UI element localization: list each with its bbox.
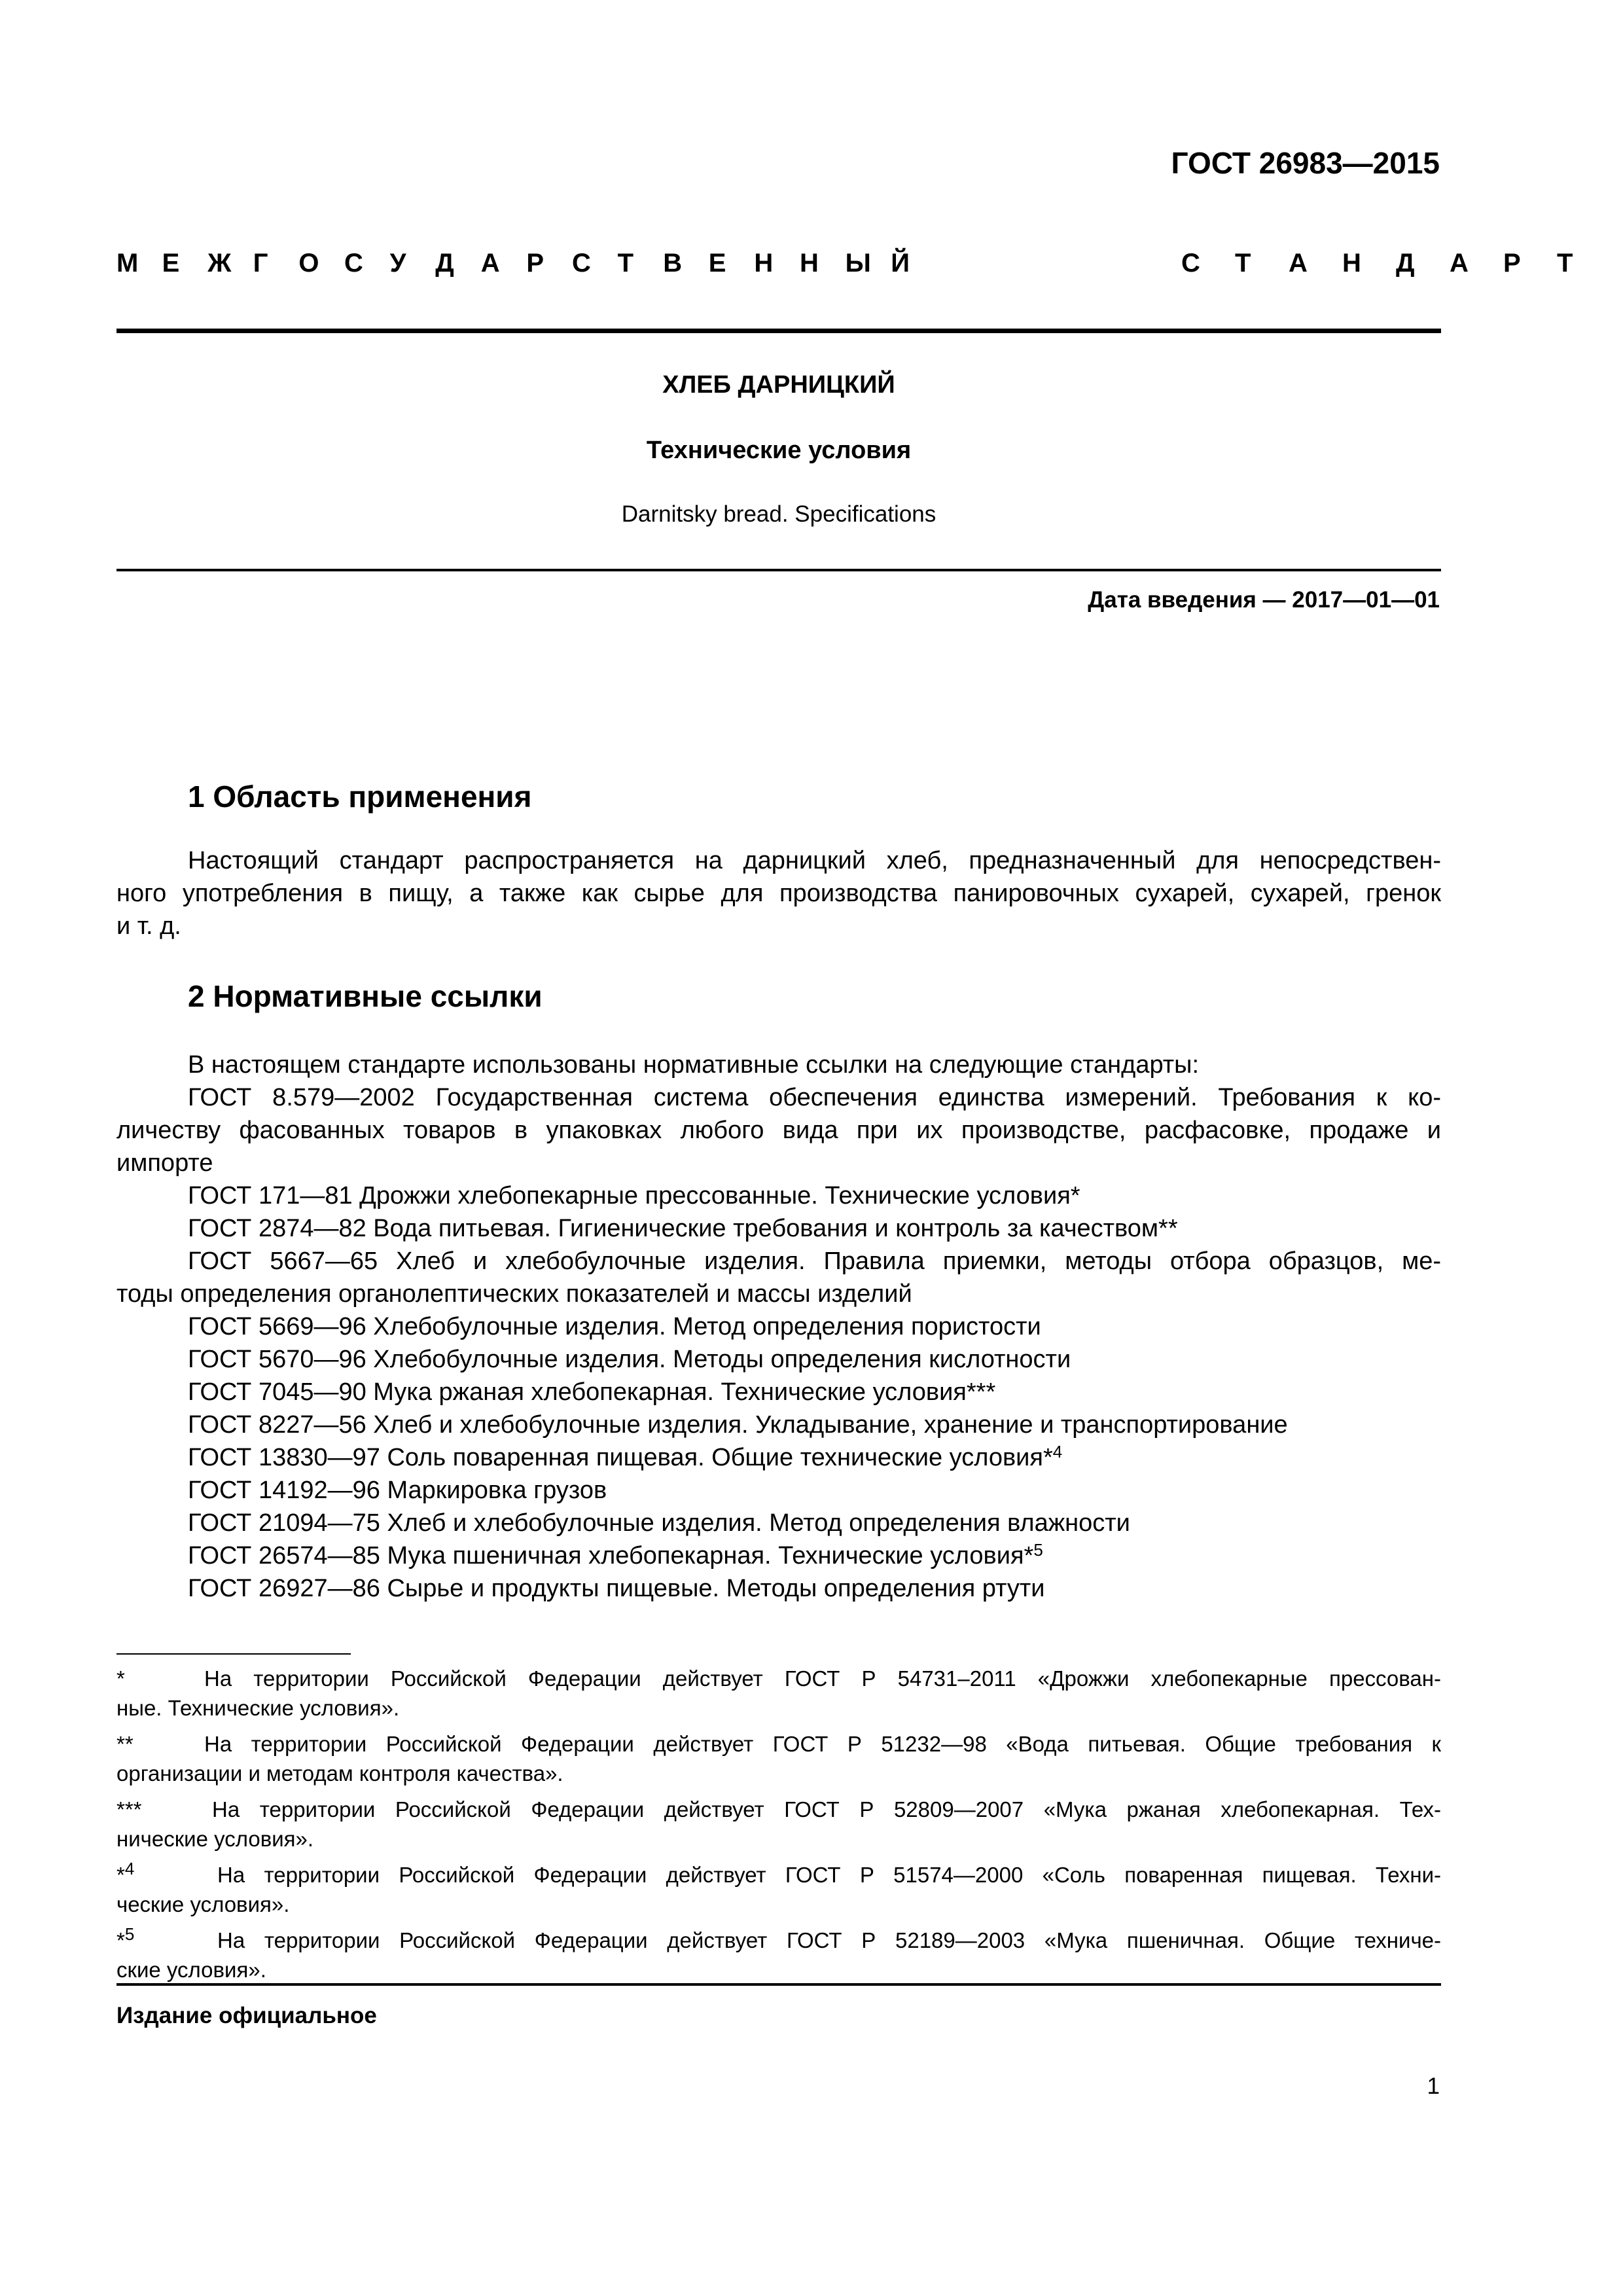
header-rule [116,329,1441,333]
section-2-heading: 2 Нормативные ссылки [188,979,543,1013]
heading-letter: С [344,249,363,278]
edition-label: Издание официальное [116,2003,377,2028]
reference-item-cont: тоды определения органолептических показателей и массы изделий [116,1280,912,1308]
heading-letter: Т [617,249,634,278]
footnote-mark: *** [116,1797,142,1821]
footnote-text: На территории Российской Федерации действует ГОСТ Р 51574—2000 «Соль поваренная пищевая. Техни- [217,1863,1441,1887]
footer-rule [116,1983,1441,1986]
document-title: ХЛЕБ ДАРНИЦКИЙ [662,371,895,399]
heading-letter: Г [253,249,268,278]
document-subtitle: Технические условия [646,437,912,464]
reference-item: ГОСТ 2874—82 Вода питьевая. Гигиенические требования и контроль за качеством** [188,1215,1178,1242]
heading-letter: Н [800,249,819,278]
heading-letter: Д [1396,249,1415,278]
heading-letter: Н [754,249,774,278]
footnote [116,1664,1441,1723]
reference-item: ГОСТ 21094—75 Хлеб и хлебобулочные изделия. Метод определения влажности [188,1509,1130,1537]
footnote-ref: 4 [1052,1442,1063,1462]
reference-item: ГОСТ 171—81 Дрожжи хлебопекарные прессованные. Технические условия* [188,1182,1080,1210]
heading-letter: Й [891,249,910,278]
section-1-text [116,844,1441,942]
reference-item: ГОСТ 7045—90 Мука ржаная хлебопекарная. Технические условия*** [188,1378,996,1406]
footnote-mark: * [116,1928,125,1952]
footnote-text: ские условия». [116,1958,266,1982]
document-code: ГОСТ 26983—2015 [1171,146,1440,180]
introduction-date: Дата введения — 2017—01—01 [1088,587,1440,613]
footnote [116,1926,1441,1984]
reference-item: ГОСТ 8.579—2002 Государственная система обеспечения единства измерений. Требования к ко- [188,1084,1441,1111]
page-number: 1 [1427,2073,1440,2099]
footnote-mark-sup: 5 [124,1924,135,1944]
footnote [116,1860,1441,1919]
text-line: и т. д. [116,912,181,940]
footnote-text: На территории Российской Федерации действует ГОСТ Р 51232—98 «Вода питьевая. Общие требования к [204,1732,1441,1756]
reference-item [116,1540,1441,1573]
reference-item: ГОСТ 5669—96 Хлебобулочные изделия. Метод определения пористости [188,1313,1041,1340]
standard-type-heading [116,249,1573,281]
footnote-separator [116,1653,351,1655]
reference-item [116,1442,1441,1475]
heading-letter: А [1450,249,1469,278]
heading-letter: Р [1503,249,1521,278]
footnote-text: нические условия». [116,1827,314,1851]
heading-letter: У [389,249,406,278]
heading-letter: М [116,249,139,278]
title-rule [116,569,1441,571]
footnote [116,1795,1441,1854]
normative-references [116,1049,1441,1605]
text-line: Настоящий стандарт распространяется на дарницкий хлеб, предназначенный для непосредствен- [188,847,1441,874]
heading-letter: Р [526,249,544,278]
reference-item-cont: импорте [116,1149,213,1177]
reference-item-cont: личеству фасованных товаров в упаковках любого вида при их производстве, расфасовке, продаже и [116,1117,1441,1144]
heading-letter: Ы [845,249,871,278]
footnote-text: На территории Российской Федерации действует ГОСТ Р 52189—2003 «Мука пшеничная. Общие техниче- [217,1928,1441,1952]
heading-letter: А [480,249,500,278]
heading-letter: С [1181,249,1200,278]
heading-letter: Е [162,249,180,278]
section-1-heading: 1 Область применения [188,780,532,814]
footnote-text: На территории Российской Федерации действует ГОСТ Р 54731–2011 «Дрожжи хлебопекарные прессован- [204,1666,1441,1691]
heading-letter: Е [708,249,726,278]
footnote-mark: * [116,1666,125,1691]
reference-item: ГОСТ 5667—65 Хлеб и хлебобулочные изделия. Правила приемки, методы отбора образцов, ме- [188,1247,1441,1275]
heading-letter: С [572,249,591,278]
heading-letter: Д [435,249,454,278]
footnote-ref: 5 [1033,1540,1043,1560]
heading-letter: О [298,249,319,278]
english-title: Darnitsky bread. Specifications [621,501,936,527]
reference-item: ГОСТ 8227—56 Хлеб и хлебобулочные изделия. Укладывание, хранение и транспортирование [188,1411,1288,1439]
reference-item: ГОСТ 26927—86 Сырье и продукты пищевые. Методы определения ртути [188,1575,1045,1602]
heading-letter: А [1289,249,1308,278]
footnote-mark-sup: 4 [124,1859,135,1878]
heading-letter: Ж [207,249,232,278]
references-intro: В настоящем стандарте использованы нормативные ссылки на следующие стандарты: [188,1051,1200,1079]
footnote-text: ческие условия». [116,1892,290,1916]
heading-letter: В [663,249,683,278]
footnote-mark: * [116,1863,125,1887]
reference-item: ГОСТ 5670—96 Хлебобулочные изделия. Методы определения кислотности [188,1346,1071,1373]
footnote-text: На территории Российской Федерации действует ГОСТ Р 52809—2007 «Мука ржаная хлебопекарная. Тех- [212,1797,1441,1821]
heading-letter: Н [1342,249,1361,278]
reference-text: ГОСТ 26574—85 Мука пшеничная хлебопекарная. Технические условия* [188,1542,1034,1570]
reference-item: ГОСТ 14192—96 Маркировка грузов [188,1477,607,1504]
text-line: ного употребления в пищу, а также как сырье для производства панировочных сухарей, сухарей, гренок [116,880,1441,907]
footnote [116,1729,1441,1788]
footnote-text: ные. Технические условия». [116,1696,400,1720]
reference-text: ГОСТ 13830—97 Соль поваренная пищевая. Общие технические условия* [188,1444,1053,1471]
heading-letter: Т [1235,249,1251,278]
heading-letter: Т [1557,249,1573,278]
footnote-text: организации и методам контроля качества». [116,1761,563,1785]
footnote-mark: ** [116,1732,134,1756]
